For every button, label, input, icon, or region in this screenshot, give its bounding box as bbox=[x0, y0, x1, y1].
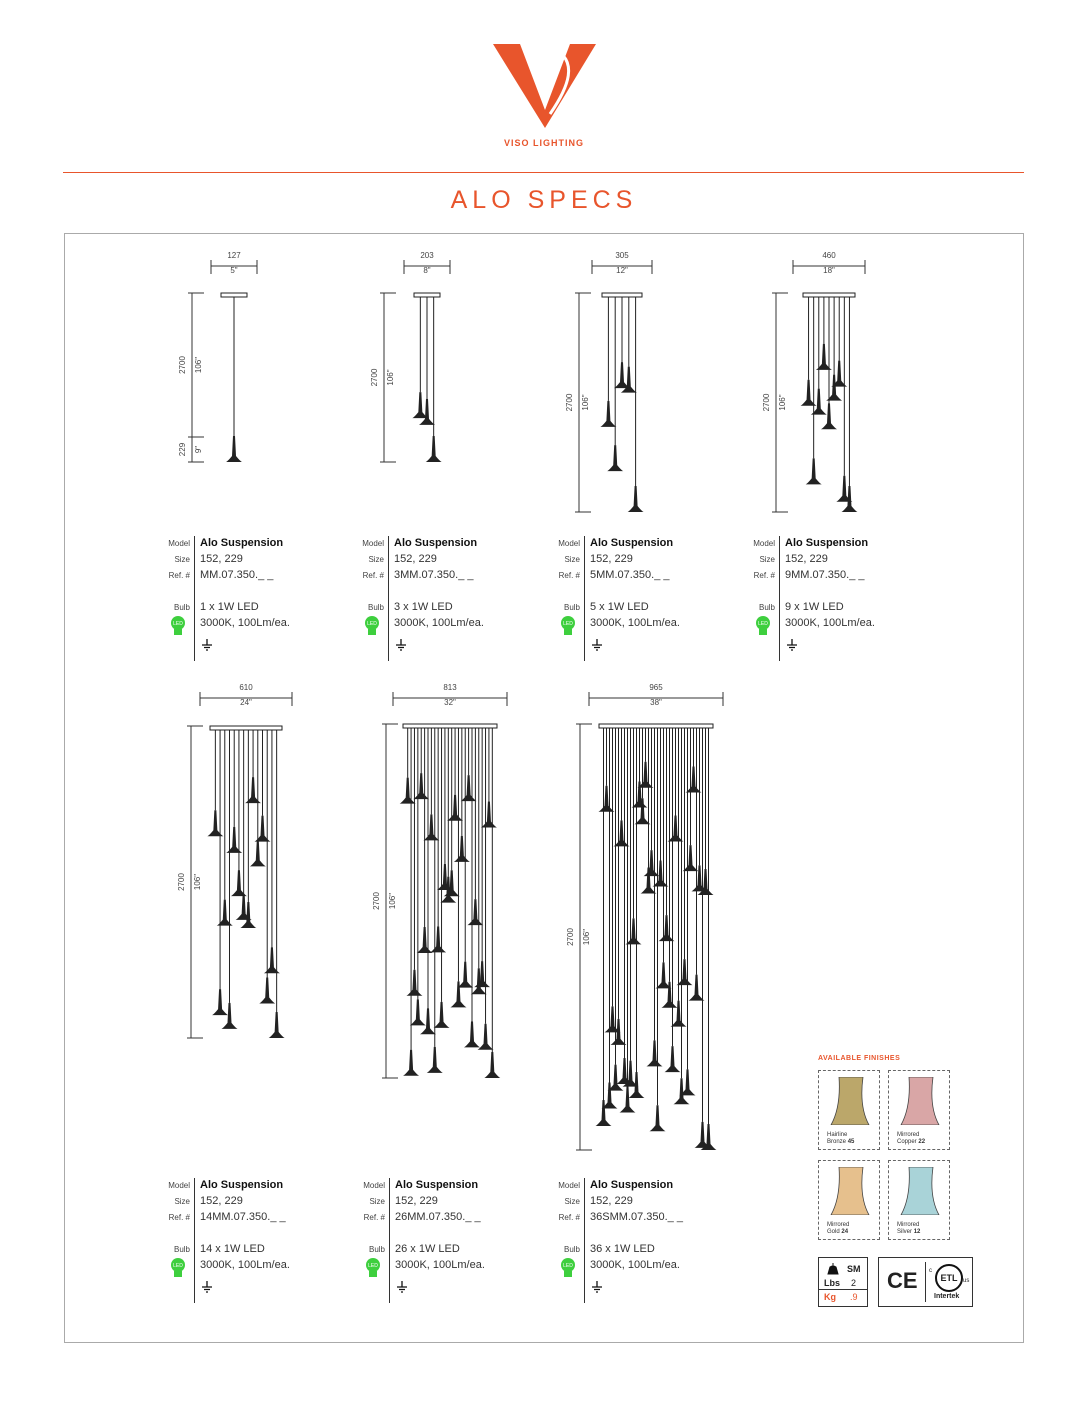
finish-name: Hairline bbox=[827, 1132, 848, 1138]
size-value: 152, 229 bbox=[785, 553, 828, 565]
size-label: Size bbox=[369, 1197, 385, 1206]
pendant-shade bbox=[259, 978, 275, 1004]
finish-swatch bbox=[888, 1070, 950, 1150]
ref-label: Ref. # bbox=[558, 571, 580, 580]
width-mm: 965 bbox=[649, 683, 663, 692]
certifications-box bbox=[878, 1257, 973, 1307]
color-value: 3000K, 100Lm/ea. bbox=[590, 1259, 680, 1271]
pendant-shade bbox=[426, 436, 442, 462]
model-value: Alo Suspension bbox=[785, 537, 869, 549]
model-value: Alo Suspension bbox=[394, 537, 478, 549]
pendant-shade bbox=[417, 927, 433, 953]
finish-code: 45 bbox=[847, 1139, 855, 1145]
pendant-shade bbox=[413, 773, 429, 799]
pendant-shade bbox=[264, 947, 280, 973]
shade-height-in: 9" bbox=[194, 445, 203, 454]
color-value: 3000K, 100Lm/ea. bbox=[200, 1259, 290, 1271]
pendant-shade bbox=[665, 1046, 681, 1072]
finish-sample bbox=[895, 1077, 945, 1125]
color-value: 3000K, 100Lm/ea. bbox=[200, 617, 290, 629]
finishes-title: AVAILABLE FINISHES bbox=[818, 1055, 901, 1062]
width-in: 5" bbox=[230, 266, 238, 275]
spec-block bbox=[550, 536, 740, 661]
model-label: Model bbox=[362, 539, 384, 548]
finish-type: Silver bbox=[897, 1229, 913, 1235]
led-bulb-icon bbox=[365, 1258, 381, 1280]
pendant-shade bbox=[600, 401, 616, 427]
width-in: 8" bbox=[423, 266, 431, 275]
height-mm: 2700 bbox=[178, 356, 187, 374]
pendant-shade bbox=[478, 1024, 494, 1050]
model-value: Alo Suspension bbox=[200, 1179, 284, 1191]
bulb-value: 36 x 1W LED bbox=[590, 1243, 655, 1255]
spec-block bbox=[160, 536, 350, 661]
bulb-value: 26 x 1W LED bbox=[395, 1243, 460, 1255]
model-label: Model bbox=[753, 539, 775, 548]
led-bulb-icon bbox=[560, 1258, 576, 1280]
ref-value: 5MM.07.350._ _ bbox=[590, 569, 670, 581]
canopy bbox=[210, 726, 282, 730]
size-label: Size bbox=[759, 555, 775, 564]
color-value: 3000K, 100Lm/ea. bbox=[590, 617, 680, 629]
pendant-shade bbox=[269, 1012, 285, 1038]
led-badge: LED bbox=[173, 621, 183, 627]
height-in: 106" bbox=[193, 873, 202, 891]
size-label: Size bbox=[174, 1197, 190, 1206]
bulb-label: Bulb bbox=[367, 603, 384, 612]
model-label: Model bbox=[558, 1181, 580, 1190]
pendant-shade bbox=[484, 1052, 500, 1078]
pendant-shade bbox=[410, 999, 426, 1025]
bulb-value: 9 x 1W LED bbox=[785, 601, 844, 613]
size-value: 152, 229 bbox=[590, 1195, 633, 1207]
height-mm: 2700 bbox=[370, 368, 379, 387]
pendant-shade bbox=[250, 840, 266, 866]
pendant-weight-icon bbox=[827, 1263, 839, 1275]
pendant-shade bbox=[464, 1021, 480, 1047]
ref-label: Ref. # bbox=[363, 1213, 385, 1222]
color-value: 3000K, 100Lm/ea. bbox=[785, 617, 875, 629]
pendant-shade bbox=[222, 1003, 238, 1029]
width-in: 24" bbox=[240, 698, 252, 707]
color-value: 3000K, 100Lm/ea. bbox=[394, 617, 484, 629]
spec-block bbox=[550, 1178, 740, 1303]
intertek-label: Intertek bbox=[934, 1293, 960, 1300]
pendant-shade bbox=[226, 827, 242, 853]
ref-value: 36SMM.07.350._ _ bbox=[590, 1211, 683, 1223]
finish-type: Gold bbox=[827, 1229, 840, 1235]
pendant-shade bbox=[207, 810, 223, 836]
width-mm: 813 bbox=[443, 683, 457, 692]
pendant-shade bbox=[400, 778, 416, 804]
bulb-value: 14 x 1W LED bbox=[200, 1243, 265, 1255]
bulb-value: 1 x 1W LED bbox=[200, 601, 259, 613]
canopy bbox=[599, 724, 713, 728]
model-label: Model bbox=[363, 1181, 385, 1190]
ground-icon bbox=[394, 638, 408, 652]
model-label: Model bbox=[558, 539, 580, 548]
ground-icon bbox=[590, 638, 604, 652]
ref-value: 14MM.07.350._ _ bbox=[200, 1211, 286, 1223]
led-bulb-icon bbox=[560, 616, 576, 638]
led-bulb-icon bbox=[755, 616, 771, 638]
width-in: 12" bbox=[616, 266, 628, 275]
height-mm: 2700 bbox=[177, 873, 186, 891]
height-mm: 2700 bbox=[566, 928, 575, 946]
pendant-shade bbox=[481, 801, 497, 827]
pendant-shade bbox=[245, 777, 261, 803]
bulb-label: Bulb bbox=[173, 1245, 190, 1254]
finish-name: Mirrored bbox=[827, 1222, 850, 1228]
finish-code: 22 bbox=[918, 1139, 926, 1145]
pendant-shade bbox=[821, 403, 837, 429]
finish-sample bbox=[825, 1167, 875, 1215]
pendant-shade bbox=[226, 436, 242, 462]
height-in: 106" bbox=[582, 928, 591, 946]
height-in: 106" bbox=[194, 356, 203, 374]
brand-name: VISO LIGHTING bbox=[503, 138, 584, 148]
ref-label: Ref. # bbox=[753, 571, 775, 580]
height-in: 106" bbox=[778, 394, 787, 411]
bulb-label: Bulb bbox=[368, 1245, 385, 1254]
pendant-shade bbox=[806, 458, 822, 484]
bulb-value: 3 x 1W LED bbox=[394, 601, 453, 613]
pendant-shade bbox=[607, 445, 623, 471]
lbs-value: 2 bbox=[851, 1278, 857, 1288]
pendant-shade bbox=[647, 1040, 663, 1066]
bulb-label: Bulb bbox=[563, 1245, 580, 1254]
ref-value: MM.07.350._ _ bbox=[200, 569, 274, 581]
color-value: 3000K, 100Lm/ea. bbox=[395, 1259, 485, 1271]
pendant-shade bbox=[457, 962, 473, 988]
canopy bbox=[602, 293, 642, 297]
size-label: Size bbox=[564, 1197, 580, 1206]
height-in: 106" bbox=[386, 369, 395, 386]
width-in: 38" bbox=[650, 698, 662, 707]
height-in: 106" bbox=[388, 892, 397, 910]
size-value: 152, 229 bbox=[395, 1195, 438, 1207]
led-bulb-icon bbox=[170, 1258, 186, 1280]
pendant-shade bbox=[212, 989, 228, 1015]
ground-icon bbox=[200, 638, 214, 652]
weight-size: SM bbox=[847, 1264, 861, 1274]
pendant-shade bbox=[255, 816, 271, 842]
finish-type: Bronze bbox=[827, 1139, 847, 1145]
pendant-shade bbox=[420, 1008, 436, 1034]
size-label: Size bbox=[368, 555, 384, 564]
pendant-shade bbox=[474, 961, 490, 987]
ref-label: Ref. # bbox=[362, 571, 384, 580]
canopy bbox=[803, 293, 855, 297]
size-label: Size bbox=[564, 555, 580, 564]
model-value: Alo Suspension bbox=[590, 1179, 674, 1191]
shade-height-mm: 229 bbox=[178, 442, 187, 457]
spec-block bbox=[354, 536, 544, 661]
canopy bbox=[414, 293, 440, 297]
width-in: 32" bbox=[444, 698, 456, 707]
pendant-shade bbox=[406, 970, 422, 996]
size-value: 152, 229 bbox=[200, 553, 243, 565]
ce-mark: CE bbox=[887, 1268, 918, 1293]
width-mm: 610 bbox=[239, 683, 253, 692]
finish-swatch bbox=[818, 1160, 880, 1240]
bulb-label: Bulb bbox=[173, 603, 190, 612]
pendant-shade bbox=[434, 1002, 450, 1028]
led-bulb-icon bbox=[364, 616, 380, 638]
bulb-value: 5 x 1W LED bbox=[590, 601, 649, 613]
led-badge: LED bbox=[758, 621, 768, 627]
ref-label: Ref. # bbox=[168, 1213, 190, 1222]
ref-value: 9MM.07.350._ _ bbox=[785, 569, 865, 581]
model-label: Model bbox=[168, 539, 190, 548]
pendant-shade bbox=[423, 814, 439, 840]
pendant-shade bbox=[427, 1047, 443, 1073]
finish-sample bbox=[895, 1167, 945, 1215]
size-value: 152, 229 bbox=[590, 553, 633, 565]
model-label: Model bbox=[168, 1181, 190, 1190]
model-value: Alo Suspension bbox=[395, 1179, 479, 1191]
pendant-shade bbox=[217, 900, 233, 926]
bulb-label: Bulb bbox=[758, 603, 775, 612]
etl-us: us bbox=[963, 1278, 970, 1284]
ground-icon bbox=[395, 1280, 409, 1294]
model-value: Alo Suspension bbox=[200, 537, 284, 549]
finish-code: 24 bbox=[841, 1229, 849, 1235]
finish-type: Copper bbox=[897, 1139, 917, 1145]
kg-label: Kg bbox=[824, 1292, 836, 1302]
pendant-shade bbox=[430, 926, 446, 952]
finish-code: 12 bbox=[913, 1229, 921, 1235]
page-title: ALO SPECS bbox=[450, 186, 638, 214]
pendant-shade bbox=[650, 1105, 666, 1131]
pendant-shade bbox=[403, 1050, 419, 1076]
bulb-label: Bulb bbox=[563, 603, 580, 612]
pendant-shade bbox=[461, 775, 477, 801]
ref-label: Ref. # bbox=[168, 571, 190, 580]
canopy bbox=[221, 293, 247, 297]
ref-label: Ref. # bbox=[558, 1213, 580, 1222]
pendant-shade bbox=[628, 486, 644, 512]
finish-sample bbox=[825, 1077, 875, 1125]
spec-block bbox=[745, 536, 935, 661]
pendant-shade bbox=[231, 870, 247, 896]
finish-name: Mirrored bbox=[897, 1132, 920, 1138]
finish-swatch bbox=[818, 1070, 880, 1150]
size-value: 152, 229 bbox=[394, 553, 437, 565]
spec-block bbox=[160, 1178, 350, 1303]
led-badge: LED bbox=[367, 621, 377, 627]
canopy bbox=[403, 724, 497, 728]
width-in: 18" bbox=[823, 266, 835, 275]
height-mm: 2700 bbox=[372, 892, 381, 910]
width-mm: 203 bbox=[420, 251, 434, 260]
weight-box bbox=[818, 1257, 868, 1307]
height-mm: 2700 bbox=[565, 393, 574, 412]
width-mm: 460 bbox=[822, 251, 836, 260]
led-bulb-icon bbox=[170, 616, 186, 638]
height-in: 106" bbox=[581, 394, 590, 411]
lbs-label: Lbs bbox=[824, 1278, 841, 1288]
height-mm: 2700 bbox=[762, 393, 771, 412]
pendant-shade bbox=[467, 899, 483, 925]
size-value: 152, 229 bbox=[200, 1195, 243, 1207]
ground-icon bbox=[785, 638, 799, 652]
ground-icon bbox=[200, 1280, 214, 1294]
width-mm: 127 bbox=[227, 251, 241, 260]
pendant-shade bbox=[447, 795, 463, 821]
width-mm: 305 bbox=[615, 251, 629, 260]
led-badge: LED bbox=[173, 1263, 183, 1269]
led-badge: LED bbox=[563, 621, 573, 627]
model-value: Alo Suspension bbox=[590, 537, 674, 549]
spec-block bbox=[355, 1178, 545, 1303]
etl-mark: ETL bbox=[935, 1264, 963, 1292]
etl-c: c bbox=[929, 1268, 932, 1274]
size-label: Size bbox=[174, 555, 190, 564]
ref-value: 3MM.07.350._ _ bbox=[394, 569, 474, 581]
ground-icon bbox=[590, 1280, 604, 1294]
pendant-shade bbox=[454, 836, 470, 862]
kg-value: .9 bbox=[850, 1292, 858, 1302]
finish-swatch bbox=[888, 1160, 950, 1240]
pendant-shade bbox=[471, 968, 487, 994]
ref-value: 26MM.07.350._ _ bbox=[395, 1211, 481, 1223]
led-badge: LED bbox=[368, 1263, 378, 1269]
finish-name: Mirrored bbox=[897, 1222, 920, 1228]
led-badge: LED bbox=[563, 1263, 573, 1269]
